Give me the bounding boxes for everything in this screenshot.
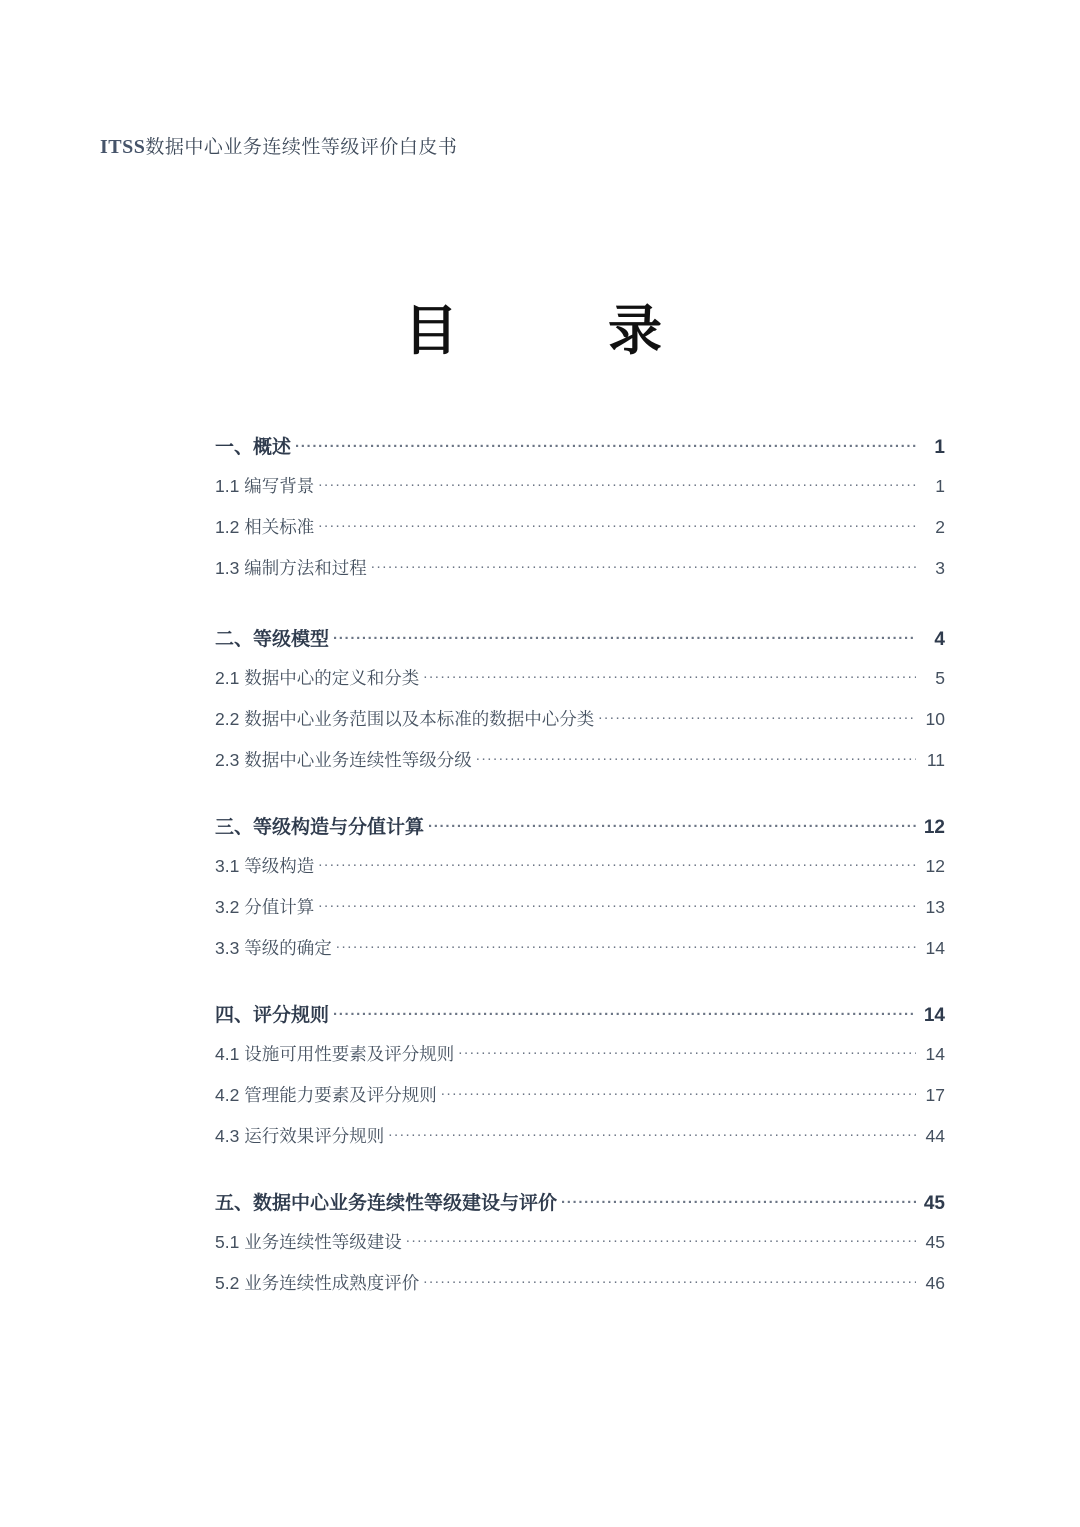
toc-group — [215, 432, 945, 580]
toc-item-label: 1.2 相关标准 — [215, 517, 315, 537]
toc-leader-dots — [598, 708, 916, 726]
toc-page-number: 10 — [925, 709, 945, 729]
toc-heading-label: 五、数据中心业务连续性等级建设与评价 — [215, 1193, 558, 1214]
toc-page-number: 1 — [934, 437, 945, 458]
toc-leader-dots — [295, 434, 916, 453]
toc-page-number: 45 — [923, 1193, 945, 1214]
toc-page-number: 14 — [923, 1005, 945, 1026]
toc-item-2-1[interactable] — [215, 665, 945, 690]
toc-heading-label: 一、概述 — [215, 437, 292, 458]
toc-page-number: 4 — [934, 629, 945, 650]
toc-heading-1[interactable] — [215, 432, 945, 459]
toc-item-label: 3.2 分值计算 — [215, 897, 315, 917]
toc-item-label: 1.1 编写背景 — [215, 476, 315, 496]
toc-page-number: 2 — [935, 517, 945, 537]
toc-leader-dots — [423, 1272, 916, 1290]
toc-leader-dots — [406, 1231, 916, 1249]
toc-heading-5[interactable] — [215, 1188, 945, 1215]
toc-heading-3[interactable] — [215, 812, 945, 839]
toc-item-label: 2.1 数据中心的定义和分类 — [215, 668, 420, 688]
toc-item-label: 4.1 设施可用性要素及评分规则 — [215, 1044, 455, 1064]
toc-item-3-1[interactable] — [215, 853, 945, 878]
table-of-contents — [215, 432, 945, 1311]
toc-item-label: 4.2 管理能力要素及评分规则 — [215, 1085, 437, 1105]
toc-leader-dots — [458, 1043, 916, 1061]
toc-page-number: 11 — [926, 750, 945, 770]
toc-item-label: 5.2 业务连续性成熟度评价 — [215, 1273, 420, 1293]
toc-item-label: 3.1 等级构造 — [215, 856, 315, 876]
toc-item-label: 2.2 数据中心业务范围以及本标准的数据中心分类 — [215, 709, 595, 729]
toc-page-number: 12 — [925, 856, 945, 876]
toc-page-number: 5 — [935, 668, 945, 688]
toc-heading-label: 三、等级构造与分值计算 — [215, 817, 425, 838]
toc-heading-label: 四、评分规则 — [215, 1005, 330, 1026]
toc-leader-dots — [336, 937, 916, 955]
toc-leader-dots — [423, 667, 916, 685]
toc-group — [215, 1188, 945, 1295]
toc-item-3-2[interactable] — [215, 894, 945, 919]
toc-leader-dots — [333, 626, 916, 645]
toc-item-1-3[interactable] — [215, 555, 945, 580]
toc-page-number: 46 — [925, 1273, 945, 1293]
toc-page-number: 13 — [925, 897, 945, 917]
toc-leader-dots — [561, 1190, 916, 1209]
toc-leader-dots — [476, 749, 916, 767]
toc-page-number: 44 — [925, 1126, 945, 1146]
toc-item-1-2[interactable] — [215, 514, 945, 539]
toc-leader-dots — [318, 475, 916, 493]
toc-item-label: 3.3 等级的确定 — [215, 938, 332, 958]
toc-item-5-1[interactable] — [215, 1229, 945, 1254]
toc-leader-dots — [318, 896, 916, 914]
toc-page-number: 12 — [923, 817, 945, 838]
toc-page-number: 45 — [925, 1232, 945, 1252]
toc-heading-label: 二、等级模型 — [215, 629, 330, 650]
toc-item-3-3[interactable] — [215, 935, 945, 960]
toc-item-label: 1.3 编制方法和过程 — [215, 558, 367, 578]
toc-item-2-2[interactable] — [215, 706, 945, 731]
toc-item-1-1[interactable] — [215, 473, 945, 498]
toc-page-number: 14 — [925, 938, 945, 958]
toc-item-5-2[interactable] — [215, 1270, 945, 1295]
toc-item-label: 2.3 数据中心业务连续性等级分级 — [215, 750, 472, 770]
toc-item-4-1[interactable] — [215, 1041, 945, 1066]
toc-heading-4[interactable] — [215, 1000, 945, 1027]
toc-page-number: 14 — [925, 1044, 945, 1064]
toc-item-4-3[interactable] — [215, 1123, 945, 1148]
toc-page-number: 3 — [935, 558, 945, 578]
page-header — [100, 132, 457, 159]
toc-page-number: 17 — [925, 1085, 945, 1105]
toc-leader-dots — [428, 814, 916, 833]
toc-leader-dots — [318, 855, 916, 873]
toc-item-2-3[interactable] — [215, 747, 945, 772]
toc-page-number: 1 — [935, 476, 945, 496]
toc-leader-dots — [318, 516, 916, 534]
header-title: 数据中心业务连续性等级评价白皮书 — [145, 137, 458, 158]
header-brand: ITSS — [100, 136, 146, 158]
toc-item-label: 5.1 业务连续性等级建设 — [215, 1232, 402, 1252]
toc-leader-dots — [441, 1084, 916, 1102]
page-title: 目 录 — [404, 301, 676, 361]
toc-leader-dots — [371, 557, 916, 575]
toc-item-4-2[interactable] — [215, 1082, 945, 1107]
toc-heading-2[interactable] — [215, 624, 945, 651]
toc-item-label: 4.3 运行效果评分规则 — [215, 1126, 385, 1146]
toc-group — [215, 624, 945, 772]
toc-group — [215, 812, 945, 960]
toc-group — [215, 1000, 945, 1148]
toc-leader-dots — [388, 1125, 916, 1143]
toc-leader-dots — [333, 1002, 916, 1021]
